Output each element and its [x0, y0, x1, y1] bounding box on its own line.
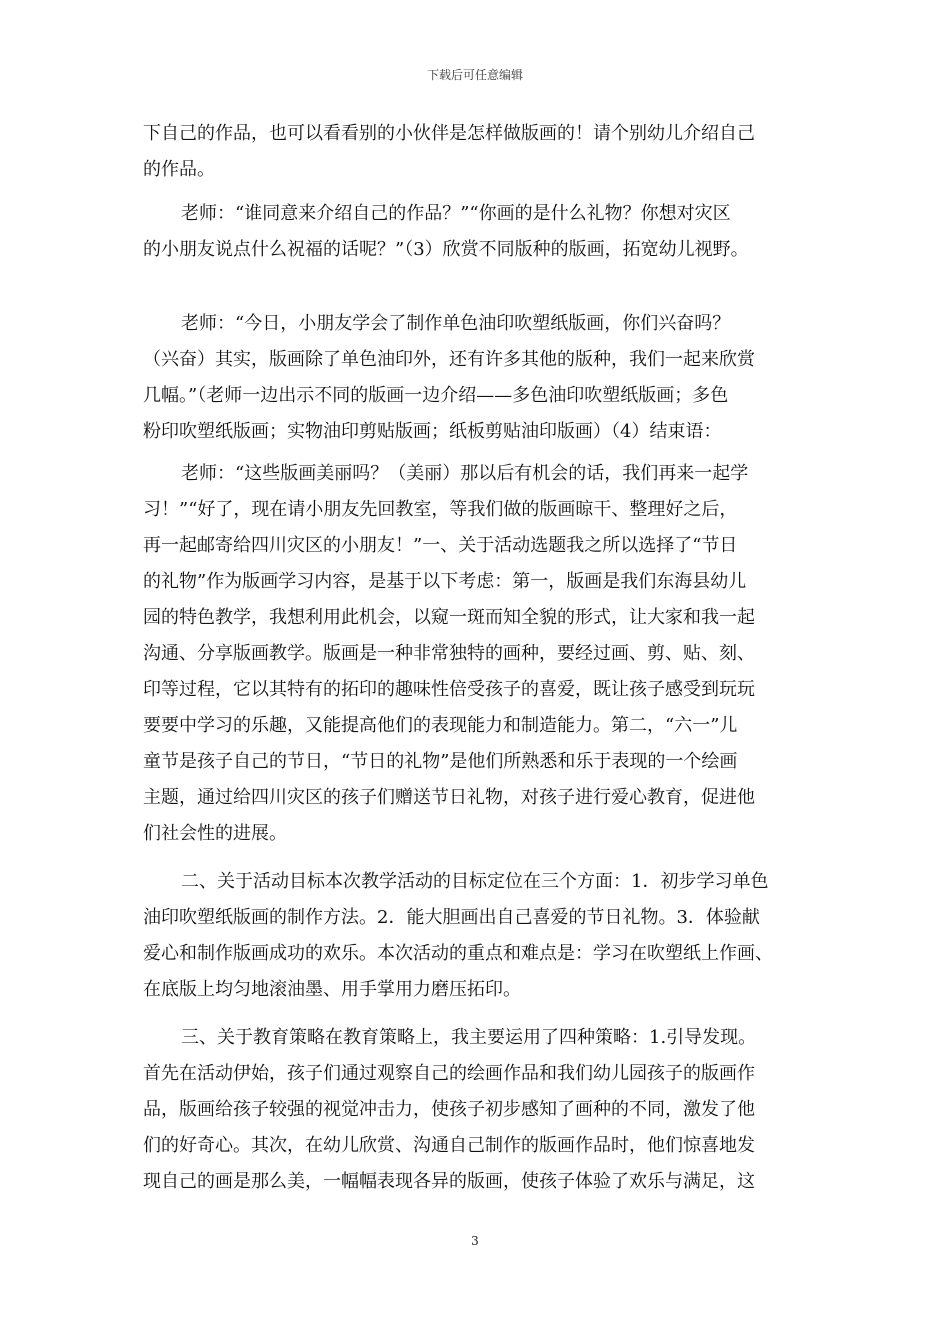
text-line: 油印吹塑纸版画的制作方法。2．能大胆画出自己喜爱的节日礼物。3．体验献	[143, 907, 760, 928]
text-line: 首先在活动伊始，孩子们通过观察自己的绘画作品和我们幼儿园孩子的版画作	[143, 1063, 755, 1084]
text-line: 现自己的画是那么美，一幅幅表现各异的版画，使孩子体验了欢乐与满足，这	[143, 1171, 755, 1192]
text-line: 园的特色教学，我想利用此机会，以窥一斑而知全貌的形式，让大家和我一起	[143, 607, 755, 628]
text-line: 下自己的作品，也可以看看别的小伙伴是怎样做版画的！请个别幼儿介绍自己	[143, 123, 755, 144]
text-line: 印等过程，它以其特有的拓印的趣味性倍受孩子的喜爱，既让孩子感受到玩玩	[143, 679, 755, 700]
text-line: 二、关于活动目标本次教学活动的目标定位在三个方面：1．初步学习单色	[181, 871, 769, 892]
text-line: （兴奋）其实，版画除了单色油印外，还有许多其他的版种，我们一起来欣赏	[143, 349, 755, 370]
text-line: 老师：“今日，小朋友学会了制作单色油印吹塑纸版画，你们兴奋吗？	[181, 313, 731, 334]
text-line: 习！”“好了，现在请小朋友先回教室，等我们做的版画晾干、整理好之后，	[143, 499, 738, 520]
text-line: 主题，通过给四川灾区的孩子们赠送节日礼物，对孩子进行爱心教育，促进他	[143, 787, 755, 808]
page-number: 3	[471, 1234, 479, 1248]
text-line: 们的好奇心。其次，在幼儿欣赏、沟通自己制作的版画作品时，他们惊喜地发	[143, 1135, 755, 1156]
text-line: 几幅。”（老师一边出示不同的版画一边介绍——多色油印吹塑纸版画；多色	[143, 385, 729, 406]
text-line: 爱心和制作版画成功的欢乐。本次活动的重点和难点是：学习在吹塑纸上作画、	[143, 943, 773, 964]
text-line: 老师：“这些版画美丽吗？（美丽）那以后有机会的话，我们再来一起学	[181, 463, 749, 484]
text-line: 要要中学习的乐趣，又能提高他们的表现能力和制造能力。第二，“六一”儿	[143, 715, 738, 736]
text-line: 的礼物”作为版画学习内容，是基于以下考虑：第一，版画是我们东海县幼儿	[143, 571, 747, 592]
text-line: 们社会性的进展。	[143, 823, 287, 844]
text-line: 三、关于教育策略在教育策略上，我主要运用了四种策略：1.引导发现。	[181, 1027, 757, 1048]
text-line: 再一起邮寄给四川灾区的小朋友！”一、关于活动选题我之所以选择了“节日	[143, 535, 738, 556]
text-line: 的作品。	[143, 159, 215, 180]
text-line: 的小朋友说点什么祝福的话呢？”（3）欣赏不同版种的版画，拓宽幼儿视野。	[143, 239, 749, 260]
page-header: 下载后可任意编辑	[426, 68, 523, 82]
text-line: 品，版画给孩子较强的视觉冲击力，使孩子初步感知了画种的不同，激发了他	[143, 1099, 755, 1120]
text-line: 童节是孩子自己的节日，“节日的礼物”是他们所熟悉和乐于表现的一个绘画	[143, 751, 738, 772]
text-line: 沟通、分享版画教学。版画是一种非常独特的画种，要经过画、剪、贴、刻、	[143, 643, 755, 664]
text-line: 在底版上均匀地滚油墨、用手掌用力磨压拓印。	[143, 979, 521, 1000]
text-line: 粉印吹塑纸版画；实物油印剪贴版画；纸板剪贴油印版画）（4）结束语：	[143, 421, 722, 442]
text-line: 老师：“谁同意来介绍自己的作品？”“你画的是什么礼物？你想对灾区	[181, 203, 731, 224]
